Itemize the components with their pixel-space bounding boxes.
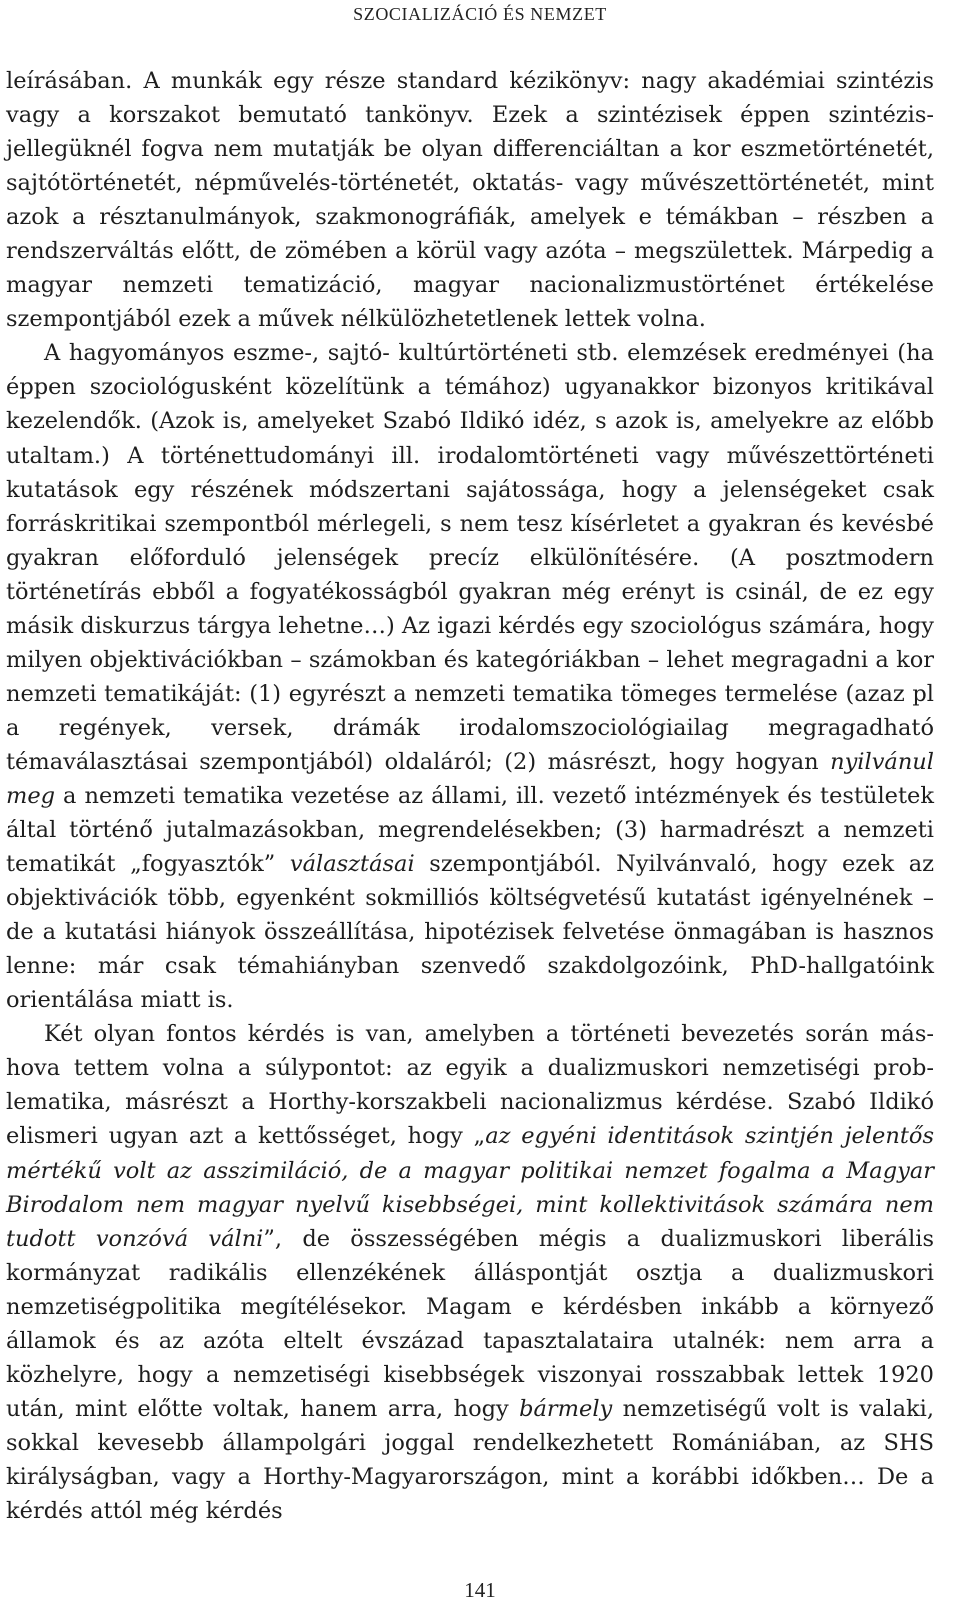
paragraph-1 xyxy=(6,64,934,336)
italic-text-run: nyilvánul meg xyxy=(6,748,934,809)
text-run: szempontjából. Nyilvánvaló, hogy ezek az objektivációk több, egyenként sokmilliós költségvetésű kutatást igényelnének – de a kutatási hiányok összeállítása, hipotézisek felvetése önmagában is hasznos lenne: már csak témahiányban szenvedő szakdolgozóink, PhD-hallgatóink orientálása miatt is. xyxy=(6,851,934,1014)
text-run: ”, de összességében mégis a dualizmuskori liberális kormányzat radikális ellenzékének álláspontját osztja a dualizmuskori nemzetiségpolitika megítélésekor. Magam e kérdésben inkább a környező államok és az azóta eltelt évszázad tapasztalataira utalnék: nem arra a közhelyre, hogy a nemzetiségi kisebbségek viszonyai rosszabbak lettek 1920 után, mint előtte voltak, hanem arra, hogy xyxy=(6,1225,935,1422)
text-run: nemzetiségű volt is valaki, sokkal kevesebb állampolgári joggal rendelkezhetett Romániában, az SHS királyságban, vagy a Horthy-Magyarországon, mint a korábbi időkben… De a kérdés attól még kérdés xyxy=(6,1395,935,1524)
text-run: leírásában. A munkák egy része standard kézikönyv: nagy akadémiai szintézis vagy a korszakot bemutató tankönyv. Ezek a szintézisek éppen szintézisjellegüknél fogva nem mutatják be olyan differenciáltan a kor eszmetörténetét, sajtótörténetét, népművelés-történetét, oktatás- vagy művészettörténetét, mint azok a résztanulmányok, szakmonográfiák, amelyek e témákban – részben a rendszerváltás előtt, de zömében a körül vagy azóta – megszülettek. Márpedig a magyar nemzeti tematizáció, magyar nacionalizmustörténet értékelése szempontjából ezek a művek nélkülözhetetlenek lettek volna. xyxy=(6,68,934,333)
page-body xyxy=(6,64,934,1528)
italic-text-run: bármely xyxy=(519,1395,613,1422)
italic-text-run: választásai xyxy=(289,851,415,878)
paragraph-2 xyxy=(6,336,934,1017)
page-number: 141 xyxy=(464,1578,496,1602)
running-head: SZOCIALIZÁCIÓ ÉS NEMZET xyxy=(353,4,607,24)
text-run: Két olyan fontos kérdés is van, amelyben a történeti bevezetés során máshova tettem volna a súlypontot: az egyik a dualizmuskori nemzetiségi problematika, másrészt a Horthy-korszakbeli nacionalizmus kérdése. Szabó Ildikó elismeri ugyan azt a kettősséget, hogy „ xyxy=(6,1021,934,1150)
paragraph-3 xyxy=(6,1017,934,1528)
italic-text-run: az egyéni identitások szintjén jelentős mértékű volt az asszimiláció, de a magyar politikai nemzet fogalma a Magyar Birodalom nem magyar nyelvű kisebbségei, mint kollektivitások számára nem tudott vonzóvá válni xyxy=(6,1123,934,1252)
text-run: a nemzeti tematika vezetése az állami, ill. vezető intézmények és testületek által történő jutalmazásokban, megrendelésekben; (3) harmadrészt a nemzeti tematikát „fogyasztók” xyxy=(6,782,934,878)
text-run: A hagyományos eszme-, sajtó- kultúrtörténeti stb. elemzések eredményei (ha éppen szociológusként közelítünk a témához) ugyanakkor bizonyos kritikával kezelendők. (Azok is, amelyeket Szabó Ildikó idéz, s azok is, amelyekre az előbb utaltam.) A történettudományi ill. irodalomtörténeti vagy művészettörténeti kutatások egy részének módszertani sajátossága, hogy a jelenségeket csak forráskritikai szempontból mérlegeli, s nem tesz kísérletet a gyakran és kevésbé gyakran előforduló jelenségek precíz elkülönítésére. (A posztmodern történetírás ebből a fogyatékosságból gyakran még erényt is csinál, de ez egy másik diskurzus tárgya lehetne…) Az igazi kérdés egy szociológus számára, hogy milyen objektivációkban – számokban és kategóriákban – lehet megragadni a kor nemzeti tematikáját: (1) egyrészt a nemzeti tematika tömeges termelése (azaz pl a regények, versek, drámák irodalomszociológiailag megragadható témaválasztásai szempontjából) oldaláról; (2) másrészt, hogy hogyan xyxy=(6,340,934,775)
